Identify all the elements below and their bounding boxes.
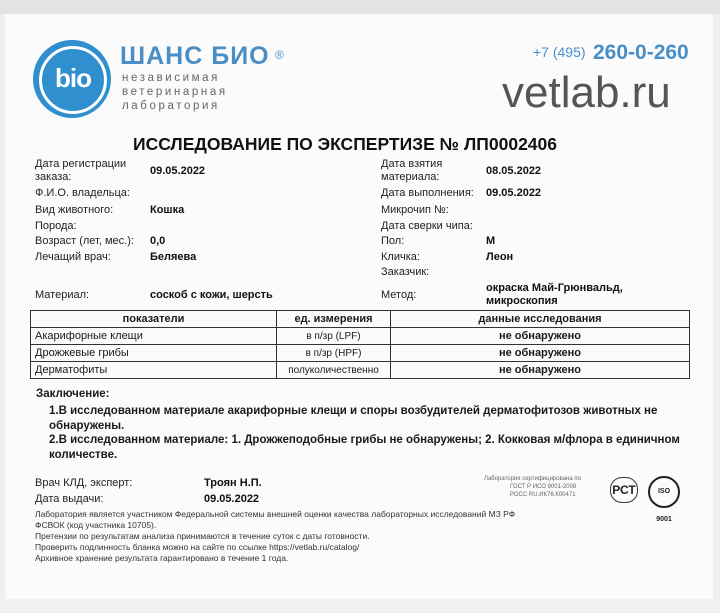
animal-value: Кошка xyxy=(150,204,185,216)
method-label: Метод: xyxy=(381,289,417,301)
nick-value: Леон xyxy=(486,251,514,263)
table-cell: не обнаружено xyxy=(391,328,690,345)
column-header: показатели xyxy=(31,311,277,328)
table-cell: Дрожжевые грибы xyxy=(31,345,277,362)
breed-label: Порода: xyxy=(35,220,77,232)
table-cell: в п/зр (HPF) xyxy=(277,345,391,362)
phone-number: 260-0-260 xyxy=(593,41,689,64)
done-date-label: Дата выполнения: xyxy=(381,187,474,199)
brand-tagline-2: ветеринарная xyxy=(122,86,228,98)
table-cell: в п/зр (LPF) xyxy=(277,328,391,345)
phone-prefix: +7 (495) xyxy=(533,44,586,60)
brand-name: ШАНС БИО xyxy=(120,42,270,70)
table-cell: Акарифорные клещи xyxy=(31,328,277,345)
expert-value: Троян Н.П. xyxy=(204,477,262,489)
expert-label: Врач КЛД, эксперт: xyxy=(35,477,133,489)
take-date-value: 08.05.2022 xyxy=(486,165,542,177)
owner-label: Ф.И.О. владельца: xyxy=(35,187,130,199)
table-cell: полуколичественно xyxy=(277,362,391,379)
conclusion-item-2: 2.В исследованном материале: 1. Дрожжеподобные грибы не обнаружены; 2. Кокковая м/флора в единичном количестве. xyxy=(49,434,680,461)
animal-label: Вид животного: xyxy=(35,204,114,216)
footer-line-4: Проверить подлинность бланка можно на сайте по ссылке https://vetlab.ru/catalog/ xyxy=(35,542,360,552)
sex-value: М xyxy=(486,235,496,247)
footer-line-5: Архивное хранение результата гарантировано в течение 1 года. xyxy=(35,553,289,563)
logo-symbol: bio xyxy=(55,63,91,93)
table-row xyxy=(31,345,690,362)
table-cell: не обнаружено xyxy=(391,345,690,362)
chip-label: Микрочип №: xyxy=(381,204,449,216)
footer-line-1: Лаборатория является участником Федеральной системы внешней оценки качества лабораторных исследований МЗ РФ xyxy=(35,509,516,519)
issue-date-value: 09.05.2022 xyxy=(204,493,260,505)
reg-date-value: 09.05.2022 xyxy=(150,165,206,177)
age-label: Возраст (лет, мес.): xyxy=(35,235,134,247)
age-value: 0,0 xyxy=(150,235,166,247)
pct-mark-badge: РСТ xyxy=(610,477,638,503)
iso-badge: ISO 9001 xyxy=(648,476,680,508)
cert-text-3: РОСС RU.ИК76.К00471 xyxy=(510,492,576,498)
chip-check-label: Дата сверки чипа: xyxy=(381,220,473,232)
table-row xyxy=(31,362,690,379)
footer-line-2: ФСВОК (код участника 10705). xyxy=(35,520,157,530)
page-title: ИССЛЕДОВАНИЕ ПО ЭКСПЕРТИЗЕ № ЛП0002406 xyxy=(133,134,558,154)
cert-text-1: Лаборатория сертифицирована по xyxy=(484,476,581,482)
material-label: Материал: xyxy=(35,289,90,301)
table-cell: Дерматофиты xyxy=(31,362,277,379)
done-date-value: 09.05.2022 xyxy=(486,187,542,199)
issue-date-label: Дата выдачи: xyxy=(35,493,104,505)
take-date-label: Дата взятия материала: xyxy=(381,158,443,183)
method-value: окраска Май-Грюнвальд, микроскопия xyxy=(486,282,623,307)
top-strip xyxy=(0,0,720,14)
material-value: соскоб с кожи, шерсть xyxy=(150,289,273,301)
nick-label: Кличка: xyxy=(381,251,420,263)
table-cell: не обнаружено xyxy=(391,362,690,379)
column-header: данные исследования xyxy=(391,311,690,328)
conclusion-item-1: 1.В исследованном материале акарифорные клещи и споры возбудителей дерматофитозов животных не обнаружены. xyxy=(49,405,658,432)
footer-line-3: Претензии по результатам анализа принимаются в течение суток с даты готовности. xyxy=(35,531,370,541)
brand-tagline-1: независимая xyxy=(122,72,220,84)
results-table xyxy=(30,310,690,379)
cert-text-2: ГОСТ Р ИСО 9001-2008 xyxy=(510,484,577,490)
conclusion-heading: Заключение: xyxy=(36,388,110,400)
brand-tagline-3: лаборатория xyxy=(122,100,220,112)
reg-date-label: Дата регистрации заказа: xyxy=(35,158,127,183)
column-header: ед. измерения xyxy=(277,311,391,328)
doctor-label: Лечащий врач: xyxy=(35,251,111,263)
table-header-row xyxy=(31,311,690,328)
registered-mark: ® xyxy=(275,48,284,62)
customer-label: Заказчик: xyxy=(381,266,430,278)
sex-label: Пол: xyxy=(381,235,405,247)
table-row xyxy=(31,328,690,345)
doctor-value: Беляева xyxy=(150,251,197,263)
website-url: vetlab.ru xyxy=(502,68,671,117)
